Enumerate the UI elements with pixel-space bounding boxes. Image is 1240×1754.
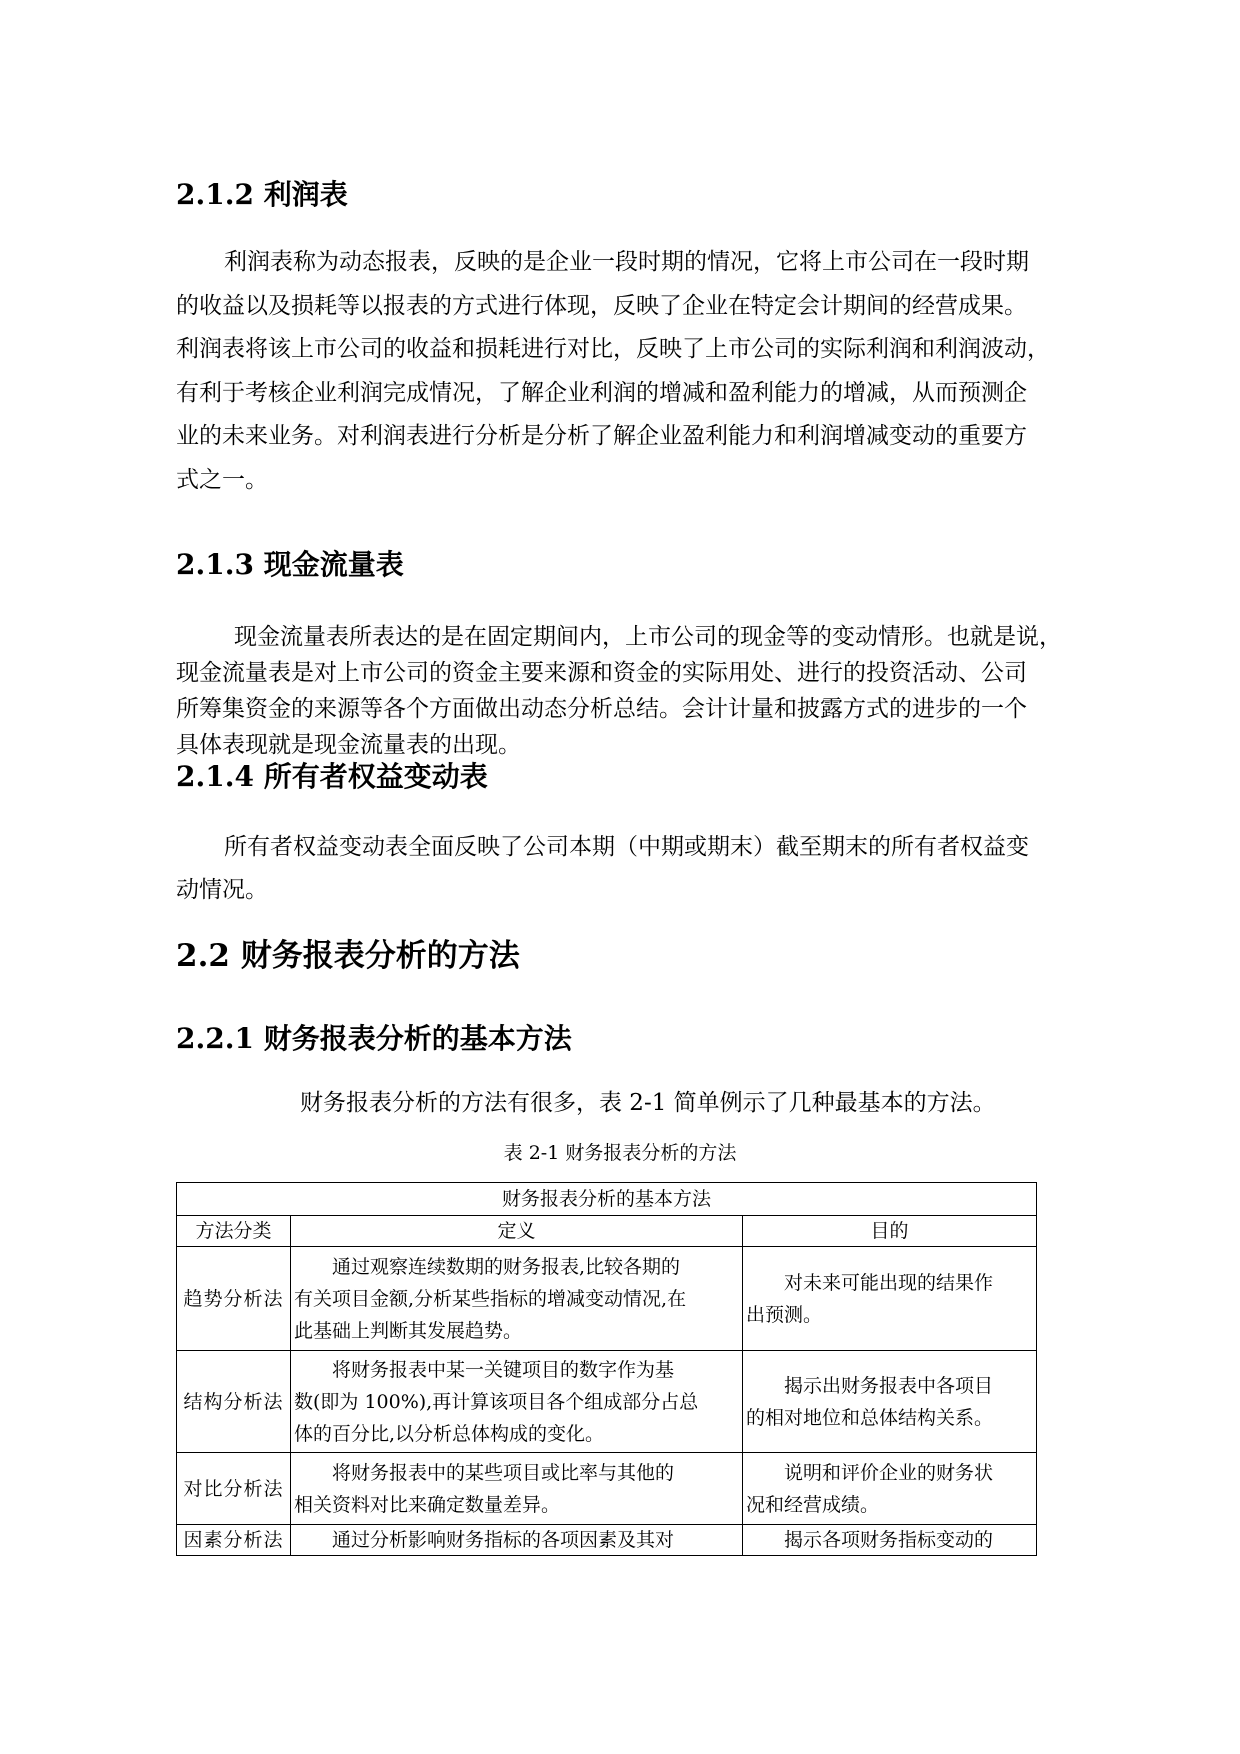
paragraph-income-statement [176, 241, 1116, 503]
text-line: 对未来可能出现的结果作 [784, 1271, 994, 1294]
table-caption: 表 2-1 财务报表分析的方法 [503, 1142, 737, 1164]
method-category: 对比分析法 [177, 1453, 291, 1525]
method-purpose [743, 1247, 1037, 1351]
section-heading-2-1-2: 2.1.2 利润表 [176, 178, 348, 211]
text-line: 利润表将该上市公司的收益和损耗进行对比，反映了上市公司的实际利润和利润波动， [176, 336, 1050, 363]
method-purpose [743, 1525, 1037, 1556]
table-row [177, 1453, 1037, 1525]
column-header: 方法分类 [177, 1216, 291, 1247]
method-category: 趋势分析法 [177, 1247, 291, 1351]
text-line: 说明和评价企业的财务状 [784, 1461, 994, 1484]
text-line: 通过观察连续数期的财务报表,比较各期的 [332, 1255, 681, 1278]
table-header-row [177, 1216, 1037, 1247]
text-line: 有关项目金额,分析某些指标的增减变动情况,在 [294, 1287, 687, 1310]
section-heading-2-2: 2.2 财务报表分析的方法 [176, 938, 520, 974]
table-row [177, 1247, 1037, 1351]
method-definition [291, 1525, 743, 1556]
paragraph-equity-statement [176, 826, 1116, 912]
text-line: 现金流量表所表达的是在固定期间内，上市公司的现金等的变动情形。也就是说， [234, 624, 1062, 650]
methods-table [176, 1182, 1037, 1556]
method-definition [291, 1247, 743, 1351]
column-header: 目的 [743, 1216, 1037, 1247]
paragraph-methods-intro: 财务报表分析的方法有很多，表 2-1 简单例示了几种最基本的方法。 [300, 1090, 996, 1116]
text-line: 的收益以及损耗等以报表的方式进行体现，反映了企业在特定会计期间的经营成果。 [176, 292, 1027, 319]
text-line: 利润表称为动态报表，反映的是企业一段时期的情况，它将上市公司在一段时期 [224, 249, 1029, 275]
text-line: 所筹集资金的来源等各个方面做出动态分析总结。会计计量和披露方式的进步的一个 [176, 696, 1027, 722]
text-line: 将财务报表中的某些项目或比率与其他的 [332, 1461, 675, 1484]
text-line: 此基础上判断其发展趋势。 [294, 1319, 523, 1342]
text-line: 将财务报表中某一关键项目的数字作为基 [332, 1358, 675, 1381]
method-purpose [743, 1351, 1037, 1453]
text-line: 现金流量表是对上市公司的资金主要来源和资金的实际用处、进行的投资活动、公司 [176, 660, 1027, 686]
table-title: 财务报表分析的基本方法 [177, 1183, 1037, 1216]
text-line: 通过分析影响财务指标的各项因素及其对 [332, 1529, 675, 1551]
text-line: 况和经营成绩。 [746, 1493, 880, 1516]
method-purpose [743, 1453, 1037, 1525]
text-line: 体的百分比,以分析总体构成的变化。 [294, 1422, 605, 1445]
method-category: 因素分析法 [177, 1525, 291, 1556]
method-definition [291, 1453, 743, 1525]
table-row [177, 1525, 1037, 1556]
paragraph-cash-flow-statement [176, 619, 1116, 763]
text-line: 相关资料对比来确定数量差异。 [294, 1493, 561, 1516]
text-line: 式之一。 [176, 466, 268, 493]
method-category: 结构分析法 [177, 1351, 291, 1453]
column-header: 定义 [291, 1216, 743, 1247]
table-row [177, 1351, 1037, 1453]
text-line: 具体表现就是现金流量表的出现。 [176, 732, 521, 758]
text-line: 揭示各项财务指标变动的 [784, 1529, 994, 1551]
section-heading-2-1-3: 2.1.3 现金流量表 [176, 548, 404, 581]
text-line: 业的未来业务。对利润表进行分析是分析了解企业盈利能力和利润增减变动的重要方 [176, 423, 1027, 450]
text-line: 有利于考核企业利润完成情况，了解企业利润的增减和盈利能力的增减，从而预测企 [176, 379, 1027, 406]
text-line: 揭示出财务报表中各项目 [784, 1374, 994, 1397]
section-heading-2-1-4: 2.1.4 所有者权益变动表 [176, 760, 488, 793]
text-line: 所有者权益变动表全面反映了公司本期（中期或期末）截至期末的所有者权益变 [224, 834, 1029, 860]
text-line: 动情况。 [176, 877, 268, 903]
method-definition [291, 1351, 743, 1453]
section-heading-2-2-1: 2.2.1 财务报表分析的基本方法 [176, 1022, 572, 1055]
text-line: 的相对地位和总体结构关系。 [746, 1406, 994, 1429]
table-title-row [177, 1183, 1037, 1216]
text-line: 数(即为 100%),再计算该项目各个组成部分占总 [294, 1390, 699, 1413]
text-line: 出预测。 [746, 1303, 823, 1326]
